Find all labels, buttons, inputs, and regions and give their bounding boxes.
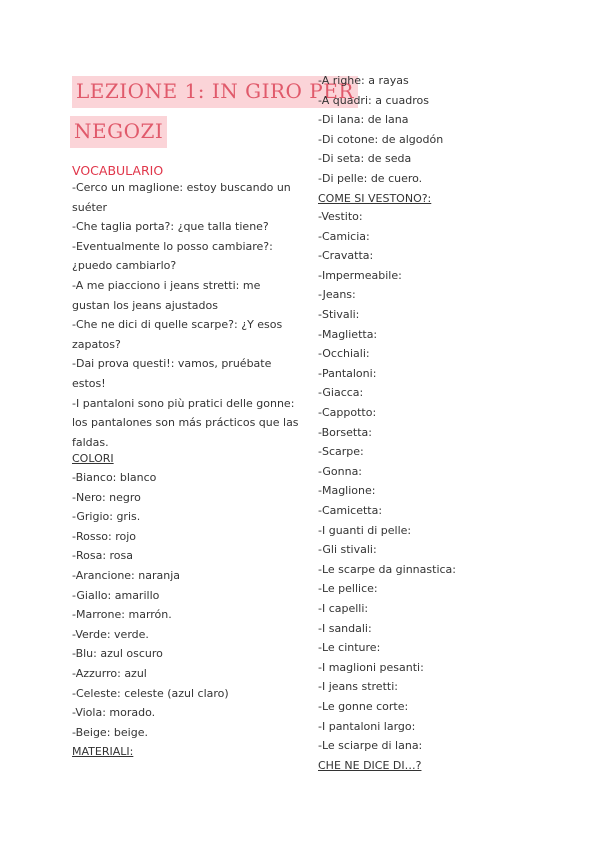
- clothing-item: -Giacca:: [318, 386, 364, 400]
- color-item: -Arancione: naranja: [72, 569, 181, 582]
- clothing-item: -Scarpe:: [318, 445, 364, 459]
- clothing-item: -Pantaloni:: [318, 366, 377, 380]
- clothing-item: -Maglietta:: [318, 327, 378, 341]
- color-item: -Bianco: blanco: [72, 471, 157, 484]
- what-do-you-say-heading: CHE NE DICE DI…?: [318, 759, 422, 772]
- clothing-item: -Occhiali:: [318, 347, 370, 361]
- clothing-item: -Borsetta:: [318, 425, 372, 439]
- clothing-item: -Gli stivali:: [318, 543, 377, 557]
- clothing-item: -Le pellice:: [318, 582, 378, 596]
- color-item: -Azzurro: azul: [72, 667, 147, 680]
- vocabulary-heading: VOCABULARIO: [72, 163, 164, 178]
- vocabulary-line: -A me piacciono i jeans stretti: me: [72, 279, 261, 292]
- clothing-item: -I jeans stretti:: [318, 680, 398, 694]
- clothing-item: -I capelli:: [318, 602, 369, 615]
- color-item: -Verde: verde.: [72, 627, 149, 641]
- clothing-item: -Gonna:: [318, 464, 363, 478]
- clothing-item: -Cappotto:: [318, 406, 377, 419]
- vocabulary-line: estos!: [72, 377, 106, 390]
- color-item: -Rosa: rosa: [72, 549, 134, 563]
- clothing-item: -Impermeabile:: [318, 268, 402, 282]
- clothing-item: -Maglione:: [318, 484, 376, 498]
- vocabulary-line: ¿puedo cambiarlo?: [72, 259, 177, 273]
- material-item: -Di cotone: de algodón: [318, 132, 444, 146]
- clothing-item: -Le sciarpe di lana:: [318, 739, 423, 753]
- clothing-item: -I maglioni pesanti:: [318, 660, 424, 674]
- color-item: -Beige: beige.: [72, 725, 148, 739]
- vocabulary-line: faldas.: [72, 435, 109, 449]
- page-title-line-1: LEZIONE 1: IN GIRO PER: [72, 76, 358, 108]
- clothing-item: -Cravatta:: [318, 249, 374, 263]
- vocabulary-line: -I pantaloni sono più pratici delle gonne:: [72, 396, 295, 410]
- clothing-item: -Vestito:: [318, 210, 363, 223]
- clothing-item: -Jeans:: [318, 288, 356, 302]
- color-item: -Giallo: amarillo: [72, 588, 160, 602]
- material-item: -A righe: a rayas: [318, 74, 409, 87]
- color-item: -Marrone: marrón.: [72, 608, 172, 622]
- material-item: -A quadri: a cuadros: [318, 93, 429, 107]
- clothing-item: -Le cinture:: [318, 641, 381, 655]
- color-item: -Nero: negro: [72, 490, 141, 504]
- clothing-item: -Le gonne corte:: [318, 700, 409, 713]
- material-item: -Di seta: de seda: [318, 152, 412, 166]
- vocabulary-line: los pantalones son más prácticos que las: [72, 416, 299, 430]
- clothing-item: -I pantaloni largo:: [318, 719, 416, 733]
- color-item: -Blu: azul oscuro: [72, 647, 163, 661]
- clothing-item: -Camicetta:: [318, 504, 383, 517]
- clothing-item: -Stivali:: [318, 308, 360, 321]
- color-item: -Celeste: celeste (azul claro): [72, 686, 229, 700]
- page-title-line-2: NEGOZI: [70, 116, 167, 148]
- vocabulary-line: -Dai prova questi!: vamos, pruébate: [72, 357, 272, 371]
- vocabulary-line: suéter: [72, 200, 108, 214]
- clothing-item: -I guanti di pelle:: [318, 523, 412, 537]
- clothing-item: -Camicia:: [318, 229, 370, 243]
- vocabulary-line: -Che ne dici di quelle scarpe?: ¿Y esos: [72, 318, 283, 332]
- how-they-dress-heading: COME SI VESTONO?:: [318, 192, 432, 205]
- clothing-item: -Le scarpe da ginnastica:: [318, 562, 456, 576]
- vocabulary-line: zapatos?: [72, 337, 121, 351]
- vocabulary-line: -Eventualmente lo posso cambiare?:: [72, 239, 273, 253]
- materials-heading: MATERIALI:: [72, 745, 134, 758]
- vocabulary-line: -Cerco un maglione: estoy buscando un: [72, 181, 291, 194]
- vocabulary-line: -Che taglia porta?: ¿que talla tiene?: [72, 220, 269, 234]
- colors-heading: COLORI: [72, 452, 114, 465]
- vocabulary-line: gustan los jeans ajustados: [72, 298, 218, 312]
- color-item: -Viola: morado.: [72, 706, 156, 720]
- color-item: -Rosso: rojo: [72, 529, 137, 543]
- clothing-item: -I sandali:: [318, 621, 372, 635]
- material-item: -Di lana: de lana: [318, 113, 409, 127]
- color-item: -Grigio: gris.: [72, 510, 141, 524]
- material-item: -Di pelle: de cuero.: [318, 172, 423, 185]
